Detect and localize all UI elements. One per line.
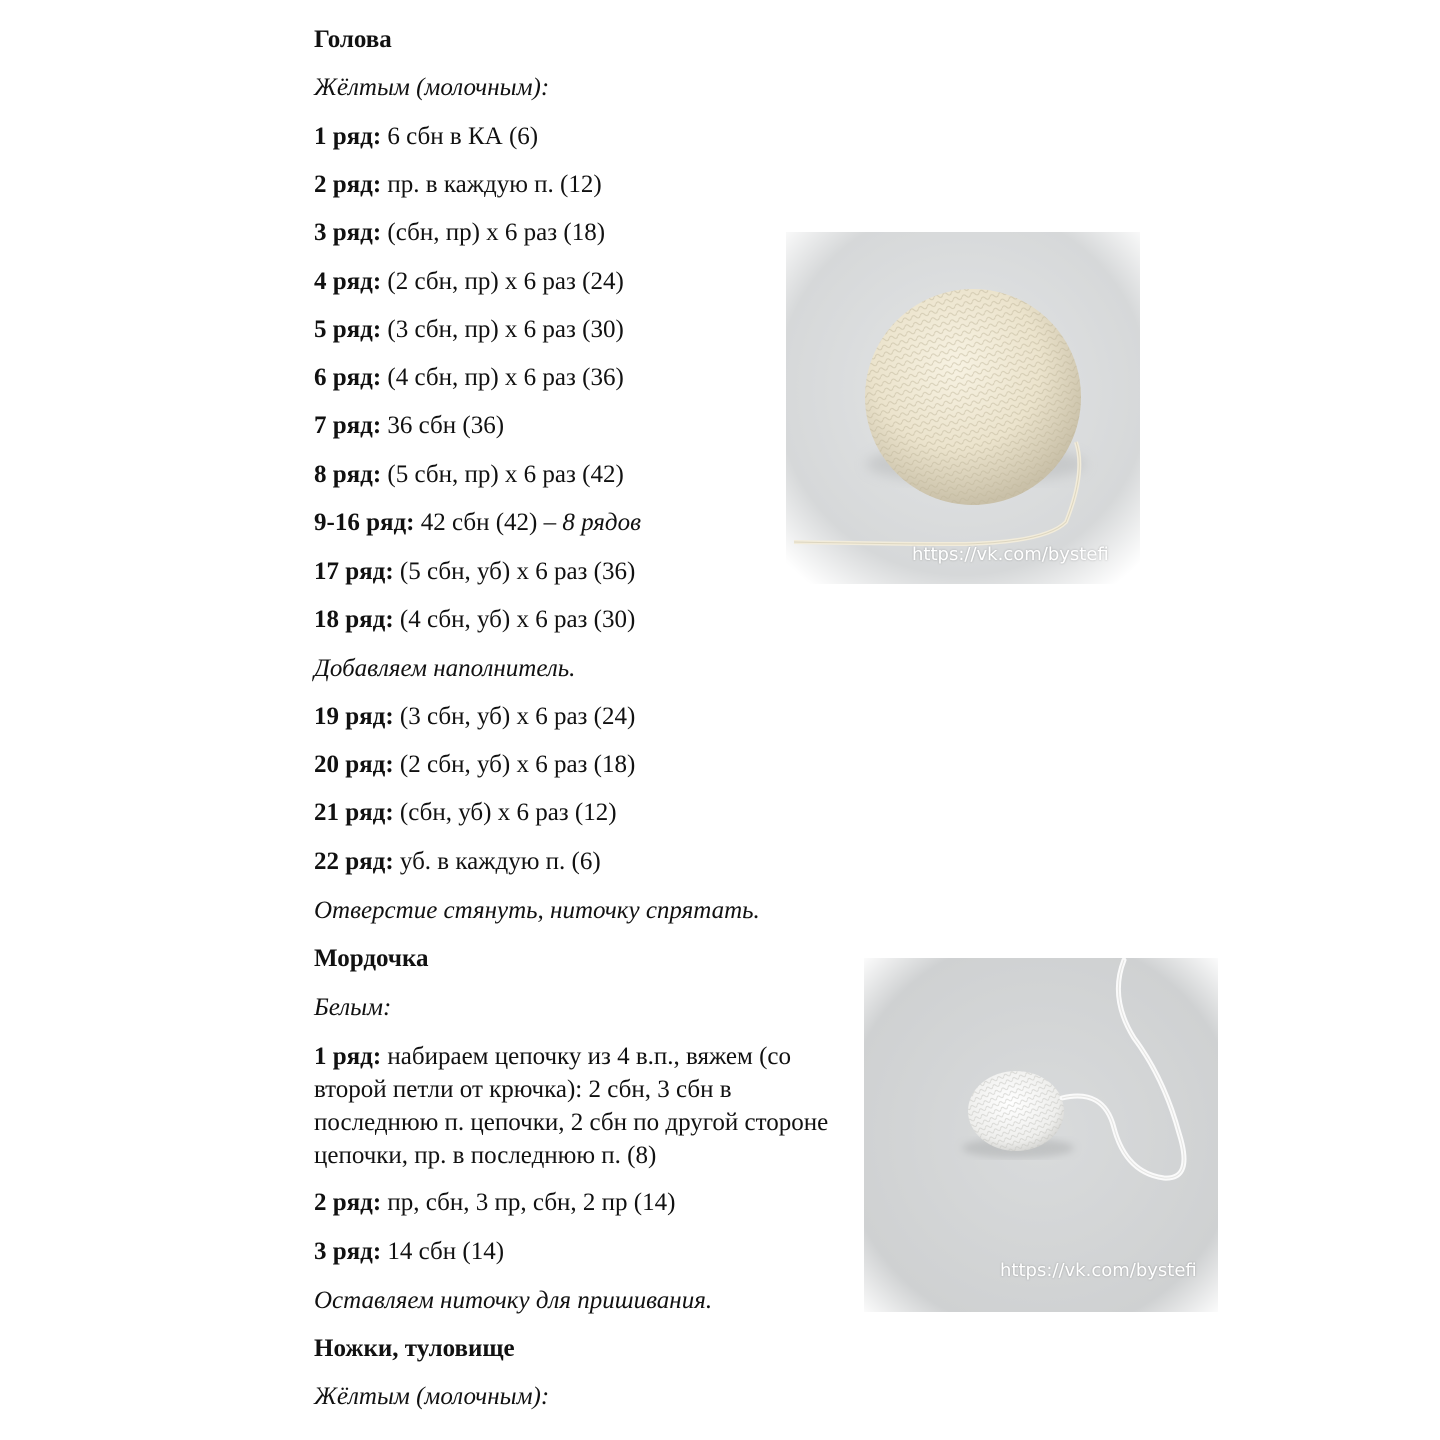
section-title-head: Голова: [314, 26, 392, 53]
muzzle-row-3: [314, 1236, 504, 1268]
row-7: [314, 410, 504, 442]
row-label: 4 ряд:: [314, 268, 382, 295]
row-text: 14 сбн (14): [381, 1238, 505, 1265]
row-text: (5 сбн, уб) х 6 раз (36): [393, 558, 636, 585]
row-label: 19 ряд:: [314, 703, 394, 730]
row-label: 17 ряд:: [314, 558, 394, 585]
crochet-muzzle-image: [864, 958, 1218, 1312]
row-label: 1 ряд:: [314, 123, 382, 150]
row-label: 2 ряд:: [314, 1189, 382, 1216]
row-20: [314, 749, 635, 781]
row-text: (4 сбн, уб) х 6 раз (30): [393, 606, 636, 633]
row-4: [314, 266, 624, 298]
row-label: 7 ряд:: [314, 412, 382, 439]
watermark-2: https://vk.com/bystefi: [1000, 1260, 1197, 1281]
row-text: 6 сбн в КА (6): [381, 123, 539, 150]
row-22: [314, 846, 601, 878]
row-1: [314, 121, 538, 153]
row-label: 3 ряд:: [314, 219, 382, 246]
row-text: 42 сбн (42) –: [414, 509, 563, 536]
end-note-muzzle: Оставляем ниточку для пришивания.: [314, 1287, 713, 1314]
row-text: 36 сбн (36): [381, 412, 505, 439]
watermark-1: https://vk.com/bystefi: [912, 544, 1109, 565]
row-text: (3 сбн, пр) х 6 раз (30): [381, 316, 624, 343]
row-text: пр. в каждую п. (12): [381, 171, 602, 198]
section-title-legs-body: Ножки, туловище: [314, 1335, 515, 1362]
color-note-muzzle: Белым:: [314, 994, 392, 1021]
muzzle-row-1: [314, 1040, 844, 1172]
row-label: 22 ряд:: [314, 848, 394, 875]
row-label: 8 ряд:: [314, 461, 382, 488]
row-label: 21 ряд:: [314, 799, 394, 826]
row-text: (2 сбн, уб) х 6 раз (18): [393, 751, 636, 778]
row-9-16: [314, 507, 641, 539]
crochet-ball-image: [786, 232, 1140, 584]
section-title-muzzle: Мордочка: [314, 945, 429, 972]
row-text: (сбн, уб) х 6 раз (12): [393, 799, 617, 826]
row-21: [314, 797, 617, 829]
mid-note: Добавляем наполнитель.: [314, 655, 576, 682]
row-label: 3 ряд:: [314, 1238, 382, 1265]
row-label: 5 ряд:: [314, 316, 382, 343]
row-6: [314, 362, 624, 394]
row-text: (3 сбн, уб) х 6 раз (24): [393, 703, 636, 730]
end-note-head: Отверстие стянуть, ниточку спрятать.: [314, 897, 760, 924]
row-text: уб. в каждую п. (6): [393, 848, 601, 875]
color-note-head: Жёлтым (молочным):: [314, 74, 550, 101]
color-note-legs-body: Жёлтым (молочным):: [314, 1383, 550, 1410]
row-2: [314, 169, 602, 201]
row-8: [314, 459, 624, 491]
row-text: пр, сбн, 3 пр, сбн, 2 пр (14): [381, 1189, 676, 1216]
row-text: (4 сбн, пр) х 6 раз (36): [381, 364, 624, 391]
row-text: (5 сбн, пр) х 6 раз (42): [381, 461, 624, 488]
row-label: 18 ряд:: [314, 606, 394, 633]
row-18: [314, 604, 635, 636]
row-label: 20 ряд:: [314, 751, 394, 778]
row-text: (сбн, пр) х 6 раз (18): [381, 219, 606, 246]
muzzle-row-2: [314, 1187, 675, 1219]
row-5: [314, 314, 624, 346]
row-extra: 8 рядов: [562, 509, 641, 536]
row-text: (2 сбн, пр) х 6 раз (24): [381, 268, 624, 295]
row-label: 6 ряд:: [314, 364, 382, 391]
muzzle-photo: [864, 958, 1218, 1312]
row-label: 2 ряд:: [314, 171, 382, 198]
row-19: [314, 701, 635, 733]
row-label: 9-16 ряд:: [314, 509, 415, 536]
row-label: 1 ряд:: [314, 1043, 382, 1070]
head-photo: [786, 232, 1140, 584]
row-3: [314, 217, 605, 249]
row-17: [314, 556, 635, 588]
row-text: набираем цепочку из 4 в.п., вяжем (со второй петли от крючка): 2 сбн, 3 сбн в последнюю п. цепочки, 2 сбн по другой стороне цепочки, пр. в последнюю п. (8): [314, 1043, 829, 1169]
